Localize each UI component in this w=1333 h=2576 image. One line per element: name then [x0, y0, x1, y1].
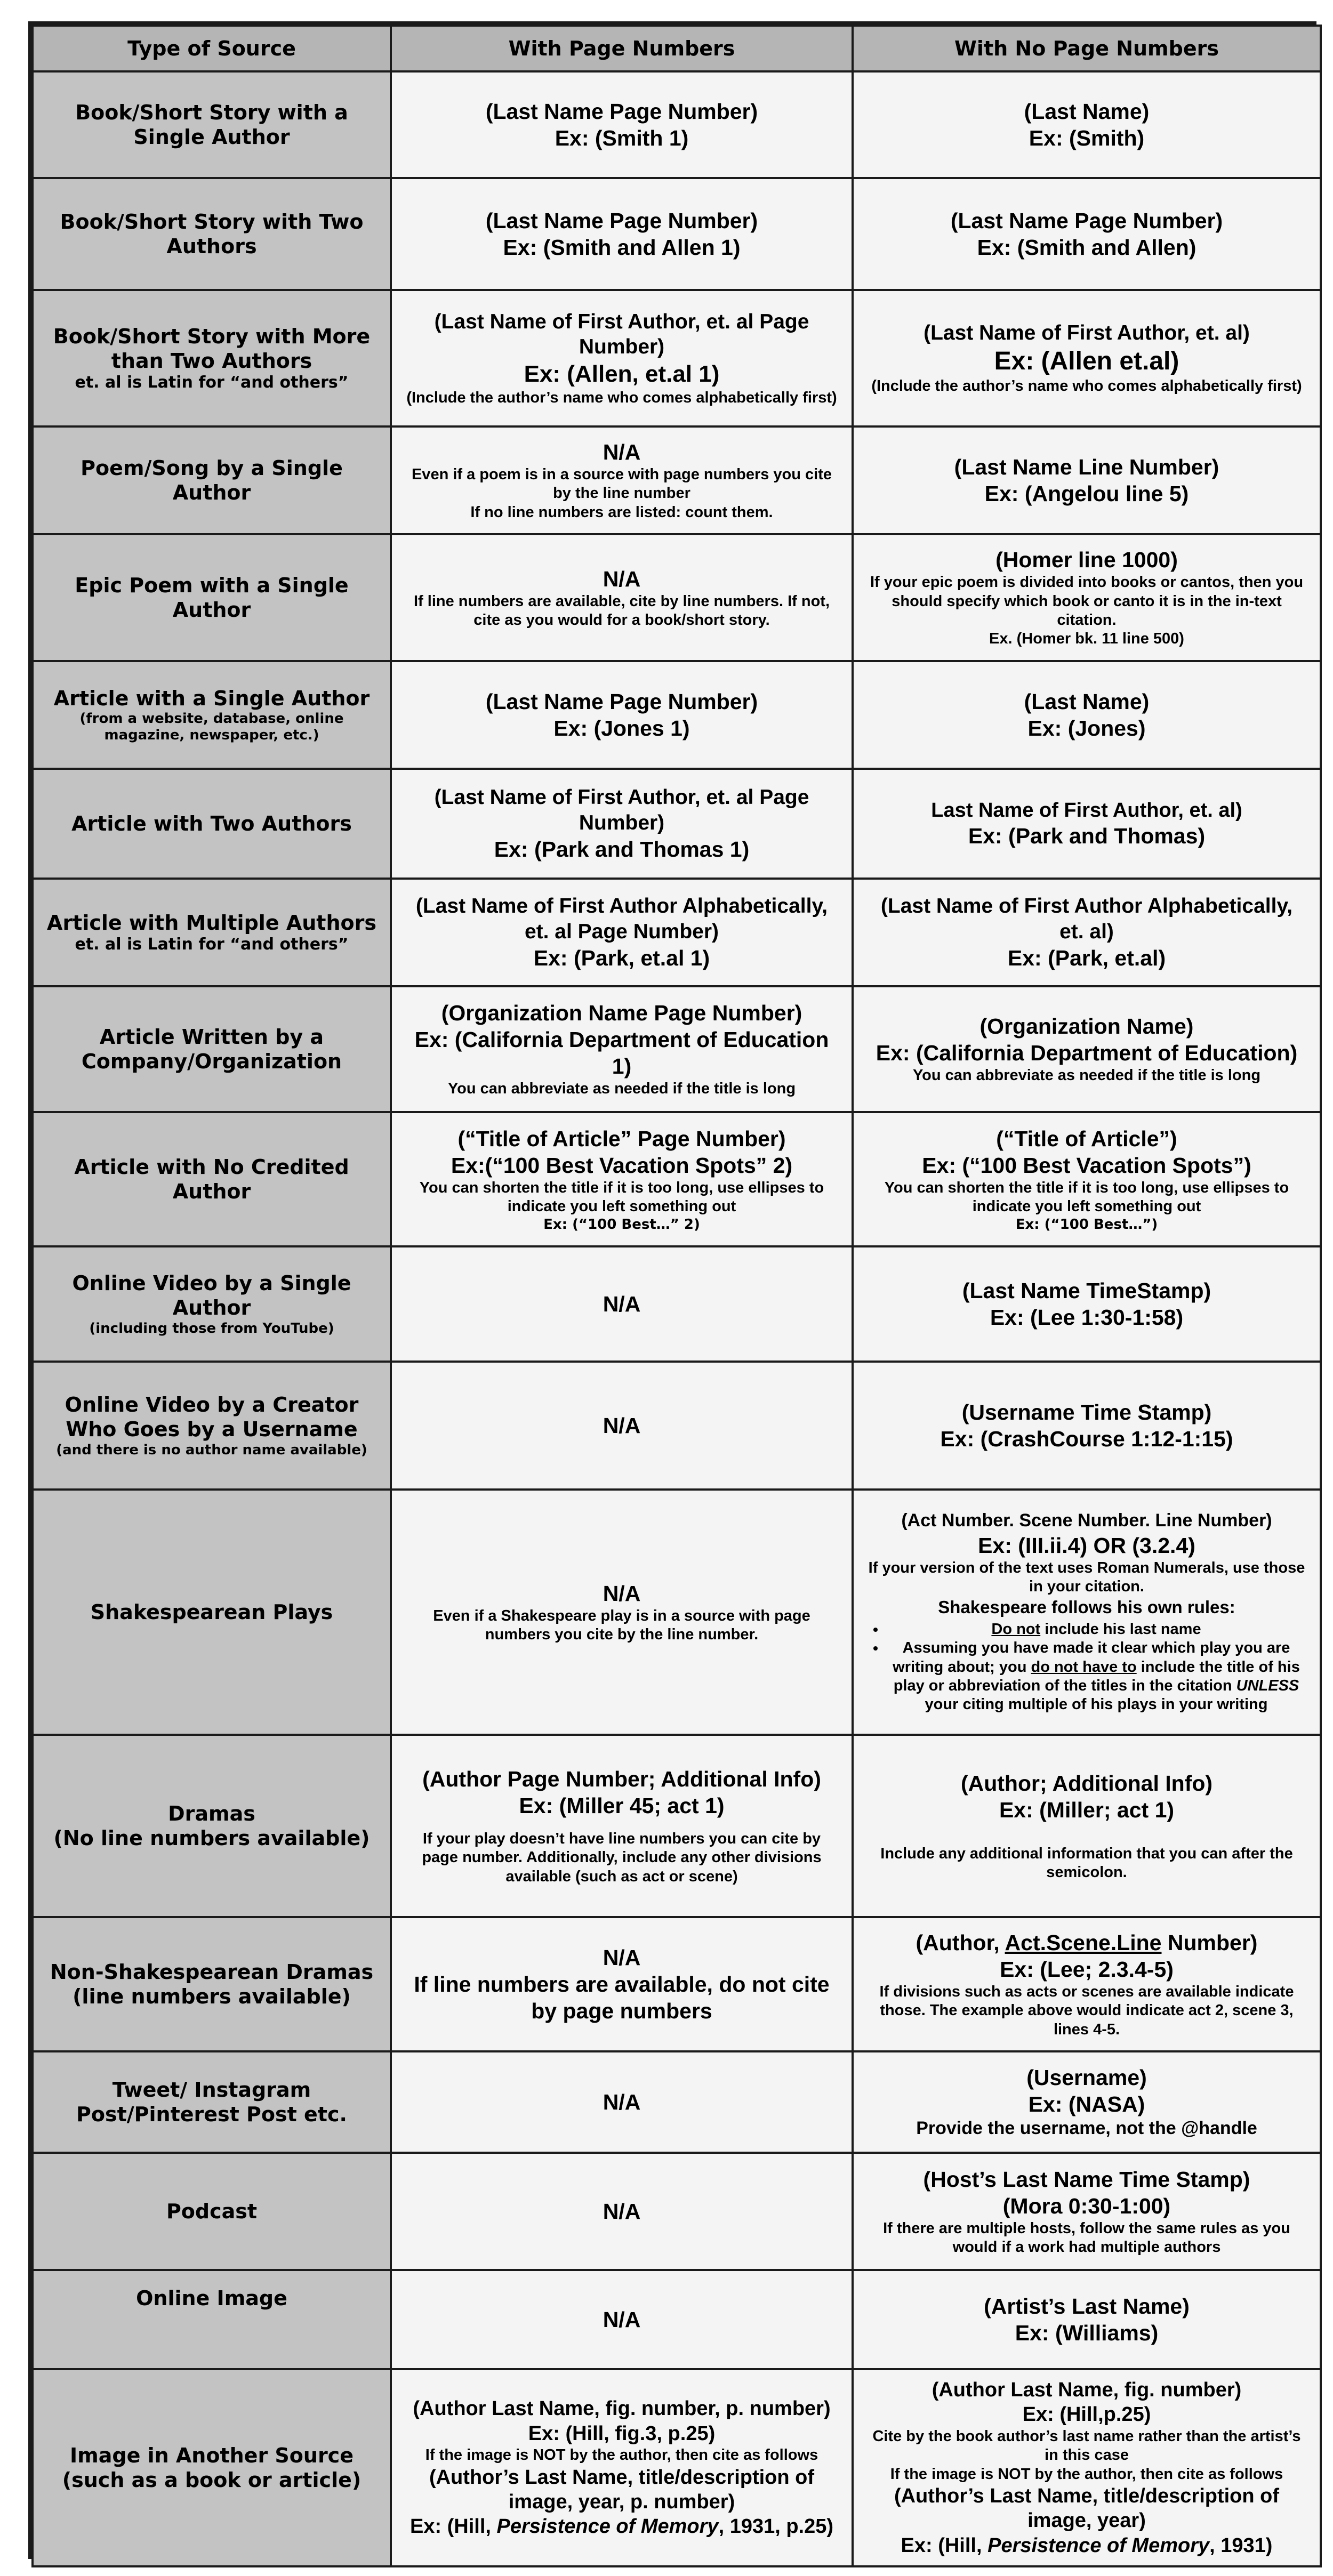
header-with-page-numbers: With Page Numbers [391, 26, 853, 71]
table-row [33, 2051, 1321, 2153]
with-page-numbers-cell: N/A Even if a Shakespeare play is in a source with page numbers you cite by the line number. [391, 1490, 853, 1735]
no-page-numbers-cell: (Last Name of First Author Alphabetically, et. al) Ex: (Park, et.al) [853, 879, 1321, 986]
table-row [33, 71, 1321, 178]
with-page-numbers-cell: (“Title of Article” Page Number) Ex:(“100 Best Vacation Spots” 2) You can shorten the title if it is too long, use ellipses to indicate you left something out Ex: (“100 Best…” 2) [391, 1112, 853, 1246]
no-page-numbers-cell: (Homer line 1000) If your epic poem is divided into books or cantos, then you should specify which book or canto it is in the in-text citation. Ex. (Homer bk. 11 line 500) [853, 534, 1321, 661]
with-page-numbers-cell: N/A [391, 2153, 853, 2270]
source-type-cell: Shakespearean Plays [33, 1490, 391, 1735]
no-page-numbers-cell: (Act Number. Scene Number. Line Number) Ex: (III.ii.4) OR (3.2.4) If your version of the text uses Roman Numerals, use those in your citation. Shakespeare follows his own rules: • Do not include his last name • Assuming you have made it clear which play you are writing about; you do not have to include the title of his play or abbreviation of the titles in the citation UNLESS your citing multiple of his plays in your writing [853, 1490, 1321, 1735]
with-page-numbers-cell: N/A If line numbers are available, cite by line numbers. If not, cite as you would for a book/short story. [391, 534, 853, 661]
shakespeare-rules-list [866, 1620, 1307, 1714]
no-page-numbers-cell: (Last Name) Ex: (Jones) [853, 661, 1321, 769]
with-page-numbers-cell: (Last Name Page Number) Ex: (Smith and Allen 1) [391, 178, 853, 290]
mla-citation-table [31, 25, 1322, 2567]
table-row [33, 426, 1321, 534]
source-type-cell: Article with Multiple Authors et. al is Latin for “and others” [33, 879, 391, 986]
with-page-numbers-cell: (Last Name of First Author, et. al Page Number) Ex: (Park and Thomas 1) [391, 769, 853, 879]
with-page-numbers-cell: N/A Even if a poem is in a source with page numbers you cite by the line number If no line numbers are listed: count them. [391, 426, 853, 534]
table-row [33, 1917, 1321, 2051]
no-page-numbers-cell: (Host’s Last Name Time Stamp) (Mora 0:30-1:00) If there are multiple hosts, follow the same rules as you would if a work had multiple authors [853, 2153, 1321, 2270]
source-type-cell: Image in Another Source (such as a book or article) [33, 2369, 391, 2566]
no-page-numbers-cell: (Author Last Name, fig. number) Ex: (Hill,p.25) Cite by the book author’s last name rather than the artist’s in this case If the image is NOT by the author, then cite as follows (Author’s Last Name, title/description of image, year) Ex: (Hill, Persistence of Memory, 1931) [853, 2369, 1321, 2566]
no-page-numbers-cell: Last Name of First Author, et. al) Ex: (Park and Thomas) [853, 769, 1321, 879]
with-page-numbers-cell: (Last Name of First Author Alphabetically, et. al Page Number) Ex: (Park, et.al 1) [391, 879, 853, 986]
no-page-numbers-cell: (Author, Act.Scene.Line Number) Ex: (Lee; 2.3.4-5) If divisions such as acts or scenes are available indicate those. The example above would indicate act 2, scene 3, lines 4-5. [853, 1917, 1321, 2051]
source-type-cell: Online Video by a Creator Who Goes by a Username (and there is no author name available) [33, 1362, 391, 1490]
source-type-cell: Article Written by a Company/Organization [33, 986, 391, 1112]
no-page-numbers-cell: (Organization Name) Ex: (California Department of Education) You can abbreviate as needed if the title is long [853, 986, 1321, 1112]
header-type-of-source: Type of Source [33, 26, 391, 71]
table-row [33, 2270, 1321, 2369]
source-type-cell: Poem/Song by a Single Author [33, 426, 391, 534]
with-page-numbers-cell: (Last Name Page Number) Ex: (Smith 1) [391, 71, 853, 178]
table-row [33, 2369, 1321, 2566]
source-type-cell: Article with No Credited Author [33, 1112, 391, 1246]
no-page-numbers-cell: (Username Time Stamp) Ex: (CrashCourse 1:12-1:15) [853, 1362, 1321, 1490]
no-page-numbers-cell: (Last Name Page Number) Ex: (Smith and Allen) [853, 178, 1321, 290]
header-row [33, 26, 1321, 71]
table-row [33, 769, 1321, 879]
source-type-cell: Tweet/ Instagram Post/Pinterest Post etc. [33, 2051, 391, 2153]
table-row [33, 178, 1321, 290]
with-page-numbers-cell: (Last Name of First Author, et. al Page Number) Ex: (Allen, et.al 1) (Include the author’s name who comes alphabetically first) [391, 290, 853, 426]
no-page-numbers-cell: (Last Name TimeStamp) Ex: (Lee 1:30-1:58) [853, 1246, 1321, 1362]
source-type-cell: Podcast [33, 2153, 391, 2270]
with-page-numbers-cell: N/A If line numbers are available, do not cite by page numbers [391, 1917, 853, 2051]
with-page-numbers-cell: N/A [391, 2270, 853, 2369]
table-row [33, 1362, 1321, 1490]
table-row [33, 1246, 1321, 1362]
no-page-numbers-cell: (Last Name of First Author, et. al) Ex: (Allen et.al) (Include the author’s name who comes alphabetically first) [853, 290, 1321, 426]
table-row [33, 986, 1321, 1112]
with-page-numbers-cell: (Organization Name Page Number) Ex: (California Department of Education 1) You can abbreviate as needed if the title is long [391, 986, 853, 1112]
no-page-numbers-cell: (“Title of Article”) Ex: (“100 Best Vacation Spots”) You can shorten the title if it is too long, use ellipses to indicate you left something out Ex: (“100 Best…”) [853, 1112, 1321, 1246]
source-type-cell: Online Image [33, 2270, 391, 2369]
source-type-cell: Epic Poem with a Single Author [33, 534, 391, 661]
citation-table-sheet [28, 21, 1316, 2559]
no-page-numbers-cell: (Last Name) Ex: (Smith) [853, 71, 1321, 178]
table-row [33, 290, 1321, 426]
table-row [33, 534, 1321, 661]
source-type-cell: Dramas (No line numbers available) [33, 1735, 391, 1917]
list-item: • Do not include his last name [886, 1620, 1307, 1639]
with-page-numbers-cell: N/A [391, 1246, 853, 1362]
source-type-cell: Article with a Single Author (from a website, database, online magazine, newspaper, etc.) [33, 661, 391, 769]
with-page-numbers-cell: N/A [391, 2051, 853, 2153]
no-page-numbers-cell: (Last Name Line Number) Ex: (Angelou line 5) [853, 426, 1321, 534]
source-type-cell: Book/Short Story with a Single Author [33, 71, 391, 178]
list-item: • Assuming you have made it clear which play you are writing about; you do not have to include the title of his play or abbreviation of the titles in the citation UNLESS your citing multiple of his plays in your writing [886, 1639, 1307, 1714]
with-page-numbers-cell: (Author Last Name, fig. number, p. number) Ex: (Hill, fig.3, p.25) If the image is NOT by the author, then cite as follows (Author’s Last Name, title/description of image, year, p. number) Ex: (Hill, Persistence of Memory, 1931, p.25) [391, 2369, 853, 2566]
table-row [33, 2153, 1321, 2270]
table-row [33, 661, 1321, 769]
table-row [33, 879, 1321, 986]
with-page-numbers-cell: N/A [391, 1362, 853, 1490]
no-page-numbers-cell: (Username) Ex: (NASA) Provide the username, not the @handle [853, 2051, 1321, 2153]
header-with-no-page-numbers: With No Page Numbers [853, 26, 1321, 71]
source-type-cell: Online Video by a Single Author (including those from YouTube) [33, 1246, 391, 1362]
table-row [33, 1490, 1321, 1735]
table-row [33, 1112, 1321, 1246]
source-type-cell: Article with Two Authors [33, 769, 391, 879]
source-type-cell: Non-Shakespearean Dramas (line numbers available) [33, 1917, 391, 2051]
with-page-numbers-cell: (Last Name Page Number) Ex: (Jones 1) [391, 661, 853, 769]
source-type-cell: Book/Short Story with Two Authors [33, 178, 391, 290]
with-page-numbers-cell: (Author Page Number; Additional Info) Ex: (Miller 45; act 1) If your play doesn’t have line numbers you can cite by page number. Additionally, include any other divisions available (such as act or scene) [391, 1735, 853, 1917]
no-page-numbers-cell: (Artist’s Last Name) Ex: (Williams) [853, 2270, 1321, 2369]
no-page-numbers-cell: (Author; Additional Info) Ex: (Miller; act 1) Include any additional information that you can after the semicolon. [853, 1735, 1321, 1917]
source-type-cell: Book/Short Story with More than Two Authors et. al is Latin for “and others” [33, 290, 391, 426]
table-row [33, 1735, 1321, 1917]
